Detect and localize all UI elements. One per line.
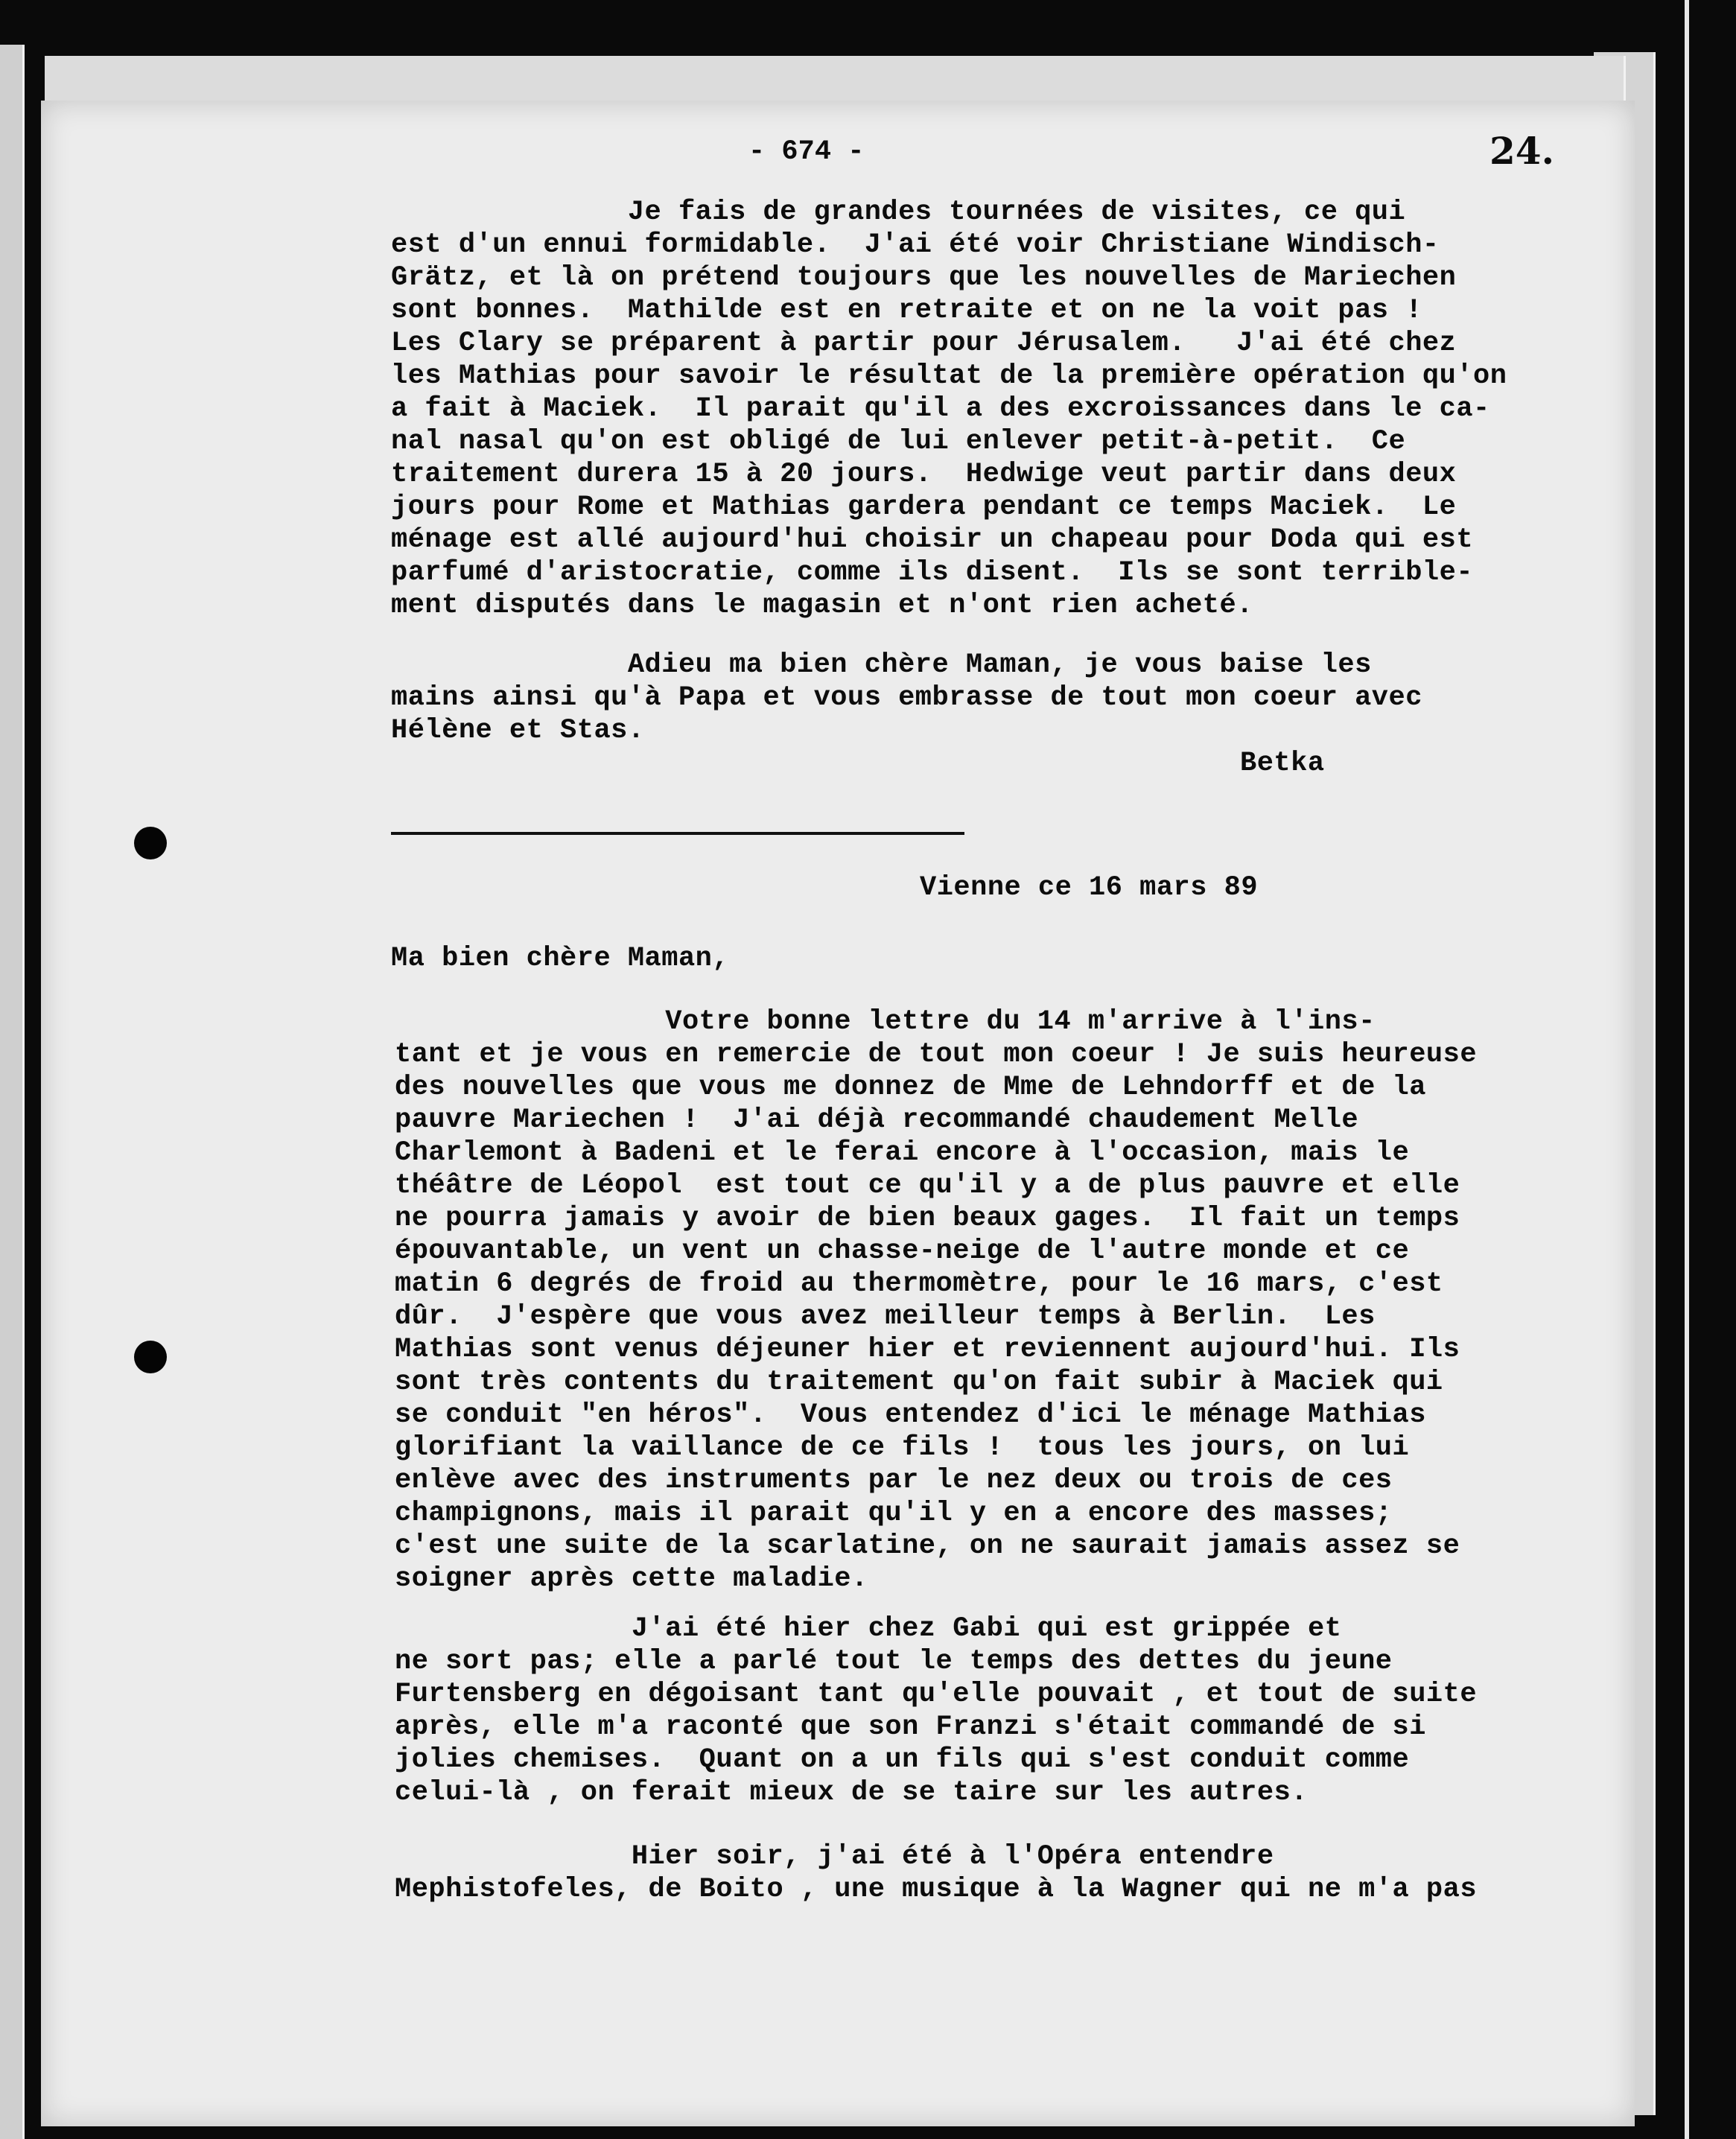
text-line: Mephistofeles, de Boito , une musique à la Wagner qui ne m'a pas — [395, 1874, 1478, 1905]
text-line: se conduit "en héros". Vous entendez d'ici le ménage Mathias — [395, 1399, 1426, 1431]
letter-1-paragraph-1 — [391, 196, 1672, 622]
text-line: après, elle m'a raconté que son Franzi s'était commandé de si — [395, 1711, 1426, 1743]
text-line: ne sort pas; elle a parlé tout le temps des dettes du jeune — [395, 1646, 1393, 1677]
text-line: ment disputés dans le magasin et n'ont rien acheté. — [391, 590, 1253, 621]
text-line: des nouvelles que vous me donnez de Mme de Lehndorff et de la — [395, 1072, 1426, 1103]
text-line: Furtensberg en dégoisant tant qu'elle pouvait , et tout de suite — [395, 1679, 1478, 1710]
text-line: Les Clary se préparent à partir pour Jérusalem. J'ai été chez — [391, 328, 1457, 359]
text-line: dûr. J'espère que vous avez meilleur temps à Berlin. Les — [395, 1301, 1376, 1332]
text-line: matin 6 degrés de froid au thermomètre, pour le 16 mars, c'est — [395, 1268, 1443, 1300]
page-stack-edge-left — [0, 45, 25, 2139]
text-line: jours pour Rome et Mathias gardera pendant ce temps Maciek. Le — [391, 492, 1457, 523]
text-line: tant et je vous en remercie de tout mon coeur ! Je suis heureuse — [395, 1039, 1478, 1070]
text-line: traitement durera 15 à 20 jours. Hedwige veut partir dans deux — [391, 459, 1457, 490]
text-line: parfumé d'aristocratie, comme ils disent. Ils se sont terrible- — [391, 557, 1474, 588]
text-line: Je fais de grandes tournées de visites, ce qui — [391, 197, 1406, 228]
text-line: Charlemont à Badeni et le ferai encore à l'occasion, mais le — [395, 1137, 1410, 1169]
text-line: mains ainsi qu'à Papa et vous embrasse de tout mon coeur avec — [391, 682, 1422, 713]
text-line: a fait à Maciek. Il parait qu'il a des excroissances dans le ca- — [391, 393, 1490, 425]
letter-2-paragraph-3 — [395, 1840, 1676, 1906]
text-line: Hier soir, j'ai été à l'Opéra entendre — [395, 1841, 1274, 1872]
letter-2-paragraph-2 — [395, 1612, 1676, 1809]
text-line: Adieu ma bien chère Maman, je vous baise les — [391, 649, 1372, 681]
text-line: c'est une suite de la scarlatine, on ne saurait jamais assez se — [395, 1531, 1460, 1562]
text-line: Mathias sont venus déjeuner hier et reviennent aujourd'hui. Ils — [395, 1334, 1460, 1365]
text-line: glorifiant la vaillance de ce fils ! tous les jours, on lui — [395, 1432, 1410, 1463]
text-line: théâtre de Léopol est tout ce qu'il y a de plus pauvre et elle — [395, 1170, 1460, 1201]
page-number: - 674 - — [748, 136, 865, 168]
text-line: celui-là , on ferait mieux de se taire sur les autres. — [395, 1777, 1308, 1808]
signature: Betka — [1240, 748, 1325, 779]
text-line: sont bonnes. Mathilde est en retraite et on ne la voit pas ! — [391, 295, 1422, 326]
text-line: champignons, mais il parait qu'il y en a encore des masses; — [395, 1498, 1393, 1529]
text-line: nal nasal qu'on est obligé de lui enlever petit-à-petit. Ce — [391, 426, 1406, 457]
text-line: ne pourra jamais y avoir de bien beaux gages. Il fait un temps — [395, 1203, 1460, 1234]
text-line: J'ai été hier chez Gabi qui est grippée et — [395, 1613, 1342, 1644]
text-line: Hélène et Stas. — [391, 715, 645, 746]
dateline: Vienne ce 16 mars 89 — [920, 872, 1259, 903]
text-line: ménage est allé aujourd'hui choisir un chapeau pour Doda qui est — [391, 524, 1474, 556]
letter-1-closing — [391, 649, 1672, 747]
text-line: soigner après cette maladie. — [395, 1563, 868, 1595]
text-line: les Mathias pour savoir le résultat de la première opération qu'on — [391, 360, 1507, 392]
punch-hole-upper — [134, 827, 167, 859]
document-page — [41, 101, 1635, 2126]
text-line: est d'un ennui formidable. J'ai été voir Christiane Windisch- — [391, 229, 1440, 261]
text-line: enlève avec des instruments par le nez deux ou trois de ces — [395, 1465, 1393, 1496]
text-line: pauvre Mariechen ! J'ai déjà recommandé chaudement Melle — [395, 1105, 1359, 1136]
text-line: sont très contents du traitement qu'on fait subir à Maciek qui — [395, 1367, 1443, 1398]
text-line: Votre bonne lettre du 14 m'arrive à l'ins- — [395, 1006, 1376, 1037]
text-line: épouvantable, un vent un chasse-neige de l'autre monde et ce — [395, 1236, 1410, 1267]
punch-hole-lower — [134, 1341, 167, 1373]
text-line: jolies chemises. Quant on a un fils qui s'est conduit comme — [395, 1744, 1410, 1776]
section-divider — [391, 832, 964, 835]
film-frame-line — [1685, 0, 1689, 2139]
folio-number: 24. — [1489, 129, 1554, 173]
letter-2-paragraph-1 — [395, 1005, 1676, 1595]
salutation: Ma bien chère Maman, — [391, 943, 730, 974]
text-line: Grätz, et là on prétend toujours que les nouvelles de Mariechen — [391, 262, 1457, 293]
